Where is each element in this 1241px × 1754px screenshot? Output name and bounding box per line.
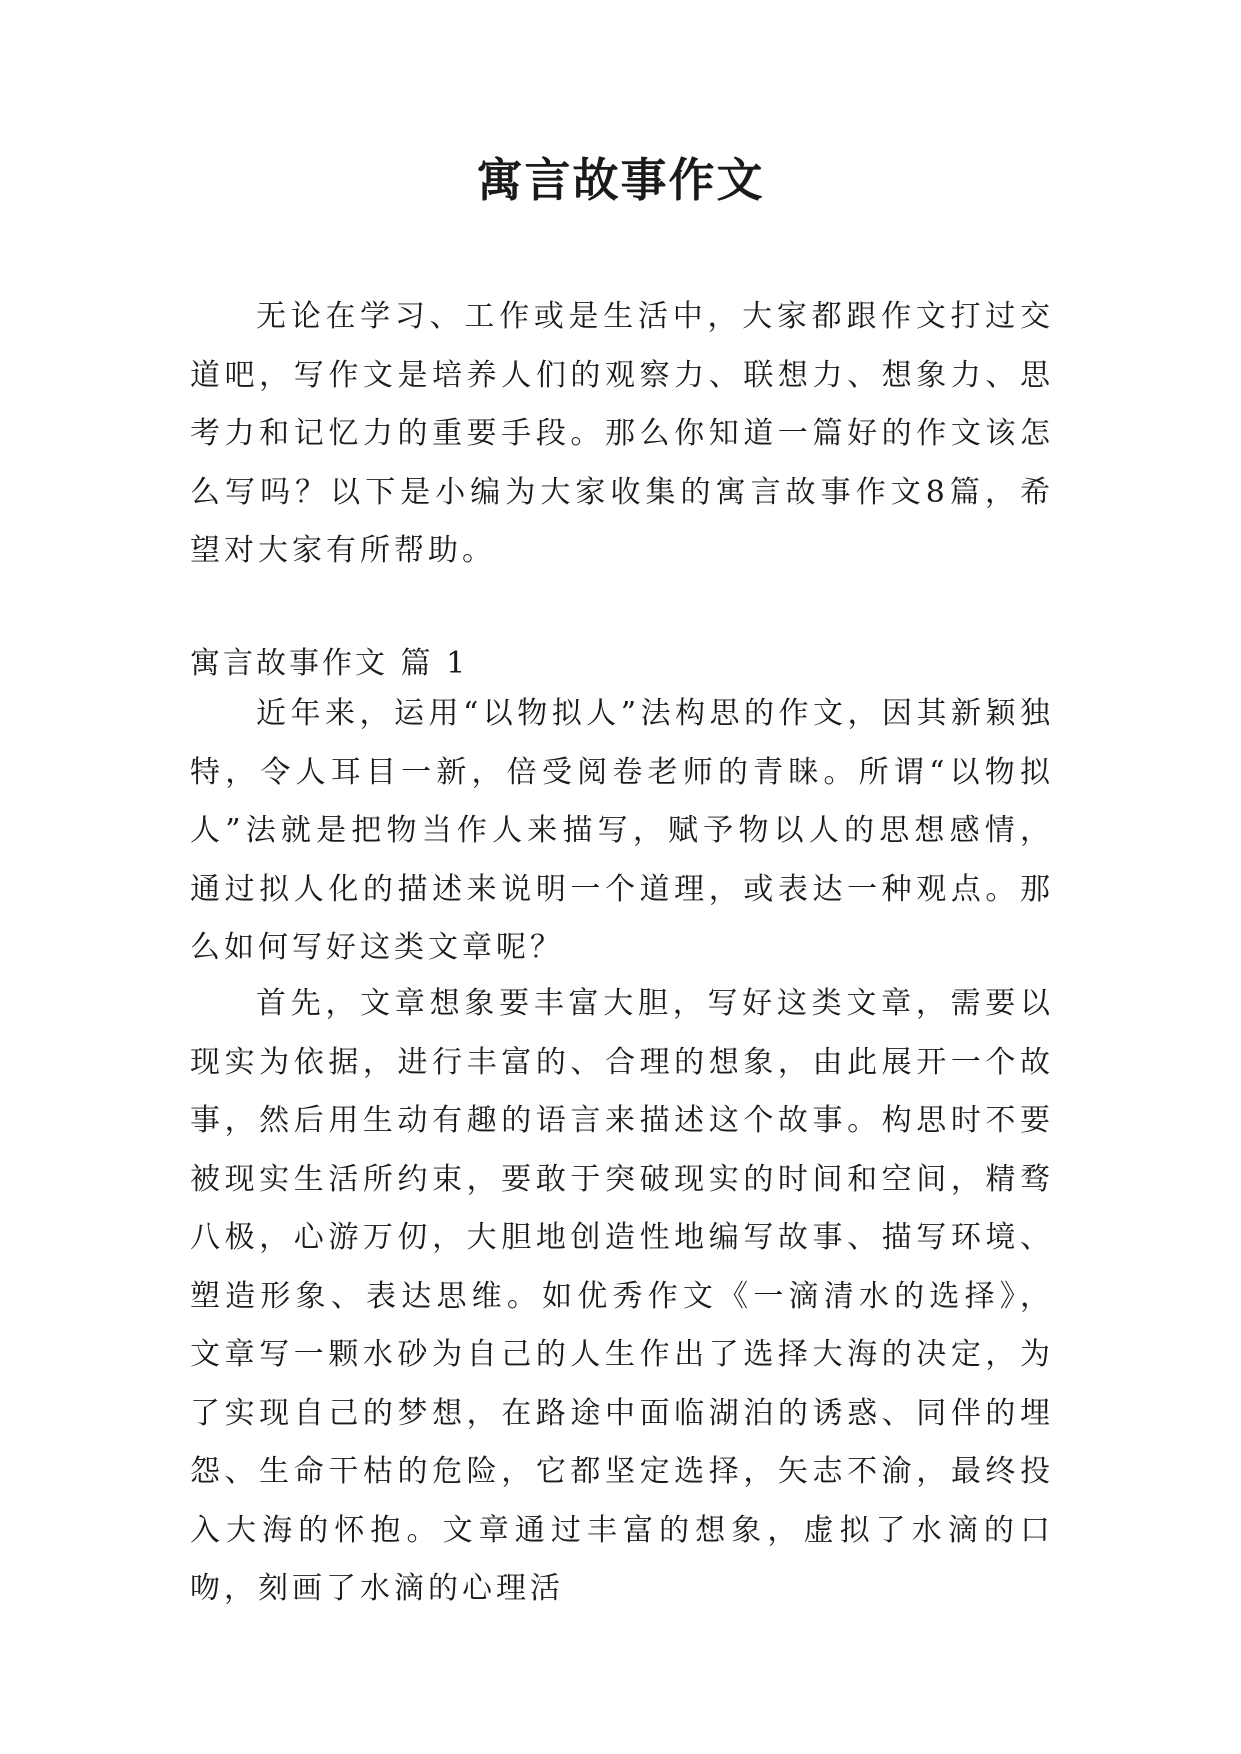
body-paragraph-1: 近年来，运用“以物拟人”法构思的作文，因其新颖独特，令人耳目一新，倍受阅卷老师的青睐。所谓“以物拟人”法就是把物当作人来描写，赋予物以人的思想感情，通过拟人化的描述来说明一个道理，或表达一种观点。那么如何写好这类文章呢？ (190, 696, 1054, 965)
document-title: 寓言故事作文 (476, 153, 765, 207)
body-paragraph-2: 首先，文章想象要丰富大胆，写好这类文章，需要以现实为依据，进行丰富的、合理的想象，由此展开一个故事，然后用生动有趣的语言来描述这个故事。构思时不要被现实生活所约束，要敢于突破现实的时间和空间，精骛八极，心游万仞，大胆地创造性地编写故事、描写环境、塑造形象、表达思维。如优秀作文《一滴清水的选择》，文章写一颗水砂为自己的人生作出了选择大海的决定，为了实现自己的梦想，在路途中面临湖泊的诱惑、同伴的埋怨、生命干枯的危险，它都坚定选择，矢志不渝，最终投入大海的怀抱。文章通过丰富的想象，虚拟了水滴的口吻，刻画了水滴的心理活 (190, 986, 1054, 1606)
section-heading: 寓言故事作文 篇 1 (190, 646, 469, 681)
intro-paragraph: 无论在学习、工作或是生活中，大家都跟作文打过交道吧，写作文是培养人们的观察力、联想力、想象力、思考力和记忆力的重要手段。那么你知道一篇好的作文该怎么写吗？以下是小编为大家收集的寓言故事作文8篇，希望对大家有所帮助。 (190, 299, 1054, 568)
